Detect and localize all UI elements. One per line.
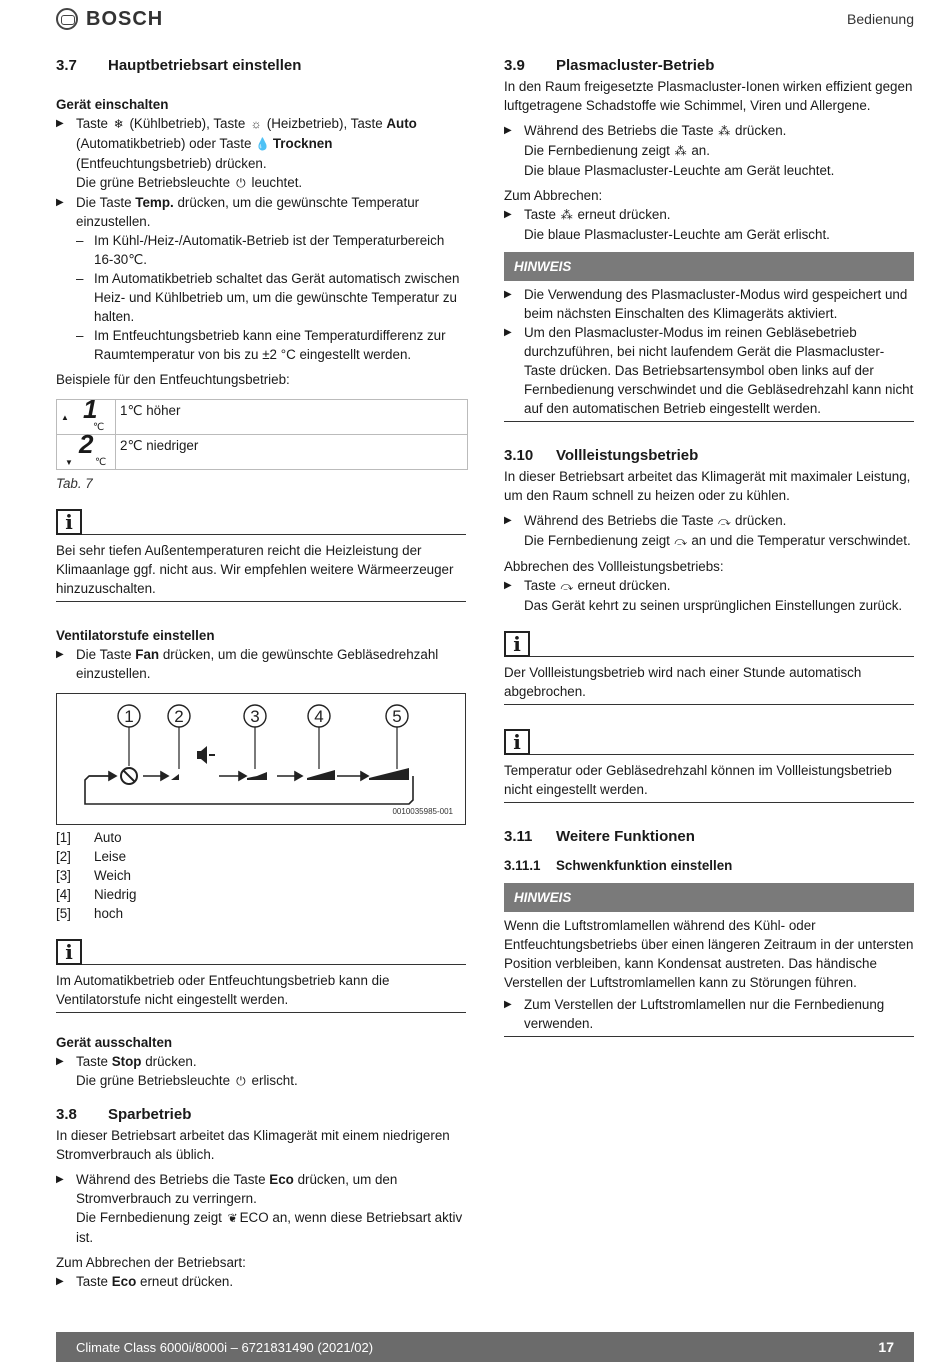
info-note <box>504 629 914 705</box>
eco-label: ECO <box>239 1210 269 1225</box>
bosch-logo <box>56 8 163 30</box>
hinweis-item: ▶ Zum Verstellen der Luftstromlamellen nur die Fernbedienung verwenden. <box>504 995 914 1033</box>
svg-text:3: 3 <box>250 707 260 726</box>
subheading-geraet-einschalten: Gerät einschalten <box>56 97 169 112</box>
info-note <box>56 507 466 602</box>
leaf-icon: ❦ <box>227 1211 238 1225</box>
svg-text:5: 5 <box>392 707 402 726</box>
bosch-armature-icon <box>56 8 78 30</box>
document-id: Climate Class 6000i/8000i – 6721831490 (2021/02) <box>76 1339 374 1355</box>
triangle-up-icon: ▲ <box>61 413 69 422</box>
plasmacluster-icon: ⁂ <box>718 124 731 138</box>
info-icon: i <box>56 509 82 535</box>
heading-3-10: 3.10 Vollleistungsbetrieb <box>504 447 699 464</box>
display-down <box>57 429 116 469</box>
hinweis-body <box>504 912 914 1037</box>
hinweis-body <box>504 281 914 422</box>
marker-3 <box>244 705 266 727</box>
dash-item: – Im Kühl-/Heiz-/Automatik-Betrieb ist der Temperaturbereich 16-30℃. <box>56 231 466 269</box>
marker-5 <box>386 705 408 727</box>
turbo-icon: ⤼ <box>674 534 688 548</box>
paragraph-plasmacluster: In den Raum freigesetzte Plasmacluster-Ionen wirken effizient gegen luftgetragene Schadstoffe wie Schimmel, Viren und Allergene. <box>504 79 913 113</box>
figure-ref: 0010035985-001 <box>392 807 453 816</box>
note-text: Im Automatikbetrieb oder Entfeuchtungsbetrieb kann die Ventilatorstufe nicht eingestellt werden. <box>56 965 466 1013</box>
note-text: Der Vollleistungsbetrieb wird nach einer Stunde automatisch abgebrochen. <box>504 657 914 705</box>
marker-4 <box>308 705 330 727</box>
step-plasmacluster-cancel: ▶ Taste ⁂ erneut drücken. Die blaue Plasmacluster-Leuchte am Gerät erlischt. <box>504 205 914 244</box>
section-header: Bedienung <box>847 11 914 27</box>
level-1-bars <box>171 774 179 780</box>
example-text: 1℃ höher <box>120 403 181 418</box>
figure-legend <box>56 828 466 923</box>
level-4-bars <box>369 768 409 780</box>
snowflake-icon: ❄ <box>113 117 124 131</box>
hinweis-header: HINWEIS <box>504 252 914 281</box>
heading-3-11: 3.11 Weitere Funktionen <box>504 828 695 845</box>
paragraph-abbrechen: Zum Abbrechen: <box>504 188 603 203</box>
drop-icon: 💧 <box>255 137 271 151</box>
plasmacluster-icon: ⁂ <box>674 144 687 158</box>
step-vollleistung: ▶ Während des Betriebs die Taste ⤼ drücken. Die Fernbedienung zeigt ⤼ an und die Temperatur verschwindet. <box>504 511 914 551</box>
triangle-down-icon: ▼ <box>65 458 73 467</box>
example-text: 2℃ niedriger <box>120 438 199 453</box>
subheading-ventilatorstufe: Ventilatorstufe einstellen <box>56 628 215 643</box>
auto-fan-icon <box>121 768 137 784</box>
hinweis-text: Wenn die Luftstromlamellen während des Kühl- oder Entfeuchtungsbetriebs über einen längeren Zeitraum in der untersten Position verbleiben, kann Kondensat austreten. Das händische Verstellen der Luftstromlamellen kann zu Störungen führen. <box>504 918 914 990</box>
info-icon: i <box>504 631 530 657</box>
power-icon: ⏻ <box>236 1074 246 1088</box>
note-text: Temperatur oder Gebläsedrehzahl können im Vollleistungsbetrieb nicht eingestellt werden. <box>504 755 914 803</box>
right-column <box>504 56 914 1037</box>
table-row <box>57 429 467 469</box>
brand-name: BOSCH <box>86 7 164 30</box>
heading-3-11-1: 3.11.1 Schwenkfunktion einstellen <box>504 858 733 873</box>
speaker-icon <box>197 746 215 764</box>
step-vollleistung-cancel: ▶ Taste ⤼ erneut drücken. Das Gerät kehrt zu seinen ursprünglichen Einstellungen zurück. <box>504 576 914 615</box>
paragraph-abbrechen: Zum Abbrechen der Betriebsart: <box>56 1255 246 1270</box>
left-column <box>56 56 466 1291</box>
turbo-icon: ⤼ <box>717 514 731 528</box>
hinweis-header: HINWEIS <box>504 883 914 912</box>
step-einschalten: ▶ Taste ❄ (Kühlbetrieb), Taste ☼ (Heizbetrieb), Taste Auto (Automatikbetrieb) oder Taste 💧 Trocknen (Entfeuchtungsbetrieb) drücken. Die grüne Betriebsleuchte ⏻ leuchtet. <box>56 114 466 193</box>
table-row <box>57 394 467 435</box>
page-number: 17 <box>878 1338 894 1355</box>
level-2-bars <box>247 772 267 780</box>
info-icon: i <box>56 939 82 965</box>
dash-item: – Im Automatikbetrieb schaltet das Gerät automatisch zwischen Heiz- und Kühlbetrieb um, um die gewünschte Temperatur zu halten. <box>56 269 466 326</box>
step-fan: ▶ Die Taste Fan drücken, um die gewünschte Gebläsedrehzahl einzustellen. <box>56 645 466 683</box>
hinweis-item: ▶ Um den Plasmacluster-Modus im reinen Gebläsebetrieb durchzuführen, bei nicht laufendem Gerät die Plasmacluster-Taste drücken. Das Betriebsartensymbol oben links auf der Fernbedienung verschwindet und die Gebläsedrehzahl kann nicht auf den automatischen Betrieb eingestellt werden. <box>504 323 914 418</box>
paragraph-beispiele: Beispiele für den Entfeuchtungsbetrieb: <box>56 372 290 387</box>
celsius-unit: ℃ <box>95 457 107 468</box>
step-temperatur: ▶ Die Taste Temp. drücken, um die gewünschte Temperatur einzustellen. – Im Kühl-/Heiz-/Automatik-Betrieb ist der Temperaturbereich 16-30℃. – Im Automatikbetrieb schaltet das Gerät automatisch zwischen Heiz- und Kühlbetrieb um, um die gewünschte Temperatur zu halten. – Im Entfeuchtungsbetrieb kann eine Temperaturdifferenz zur Raumtemperatur von bis zu ±2 °C eingestellt werden. <box>56 193 466 364</box>
note-text: Bei sehr tiefen Außentemperaturen reicht die Heizleistung der Klimaanlage ggf. nicht aus. Wir empfehlen weitere Wärmeerzeuger hinzuzuschalten. <box>56 535 466 602</box>
info-note <box>504 727 914 803</box>
legend-row: [5] hoch <box>56 906 124 921</box>
heading-3-8: 3.8 Sparbetrieb <box>56 1106 192 1123</box>
celsius-unit: ℃ <box>93 422 105 433</box>
step-eco: ▶ Während des Betriebs die Taste Eco drücken, um den Stromverbrauch zu verringern. Die Fernbedienung zeigt ❦ ECO an, wenn diese Betriebsart aktiv ist. <box>56 1170 466 1247</box>
marker-2 <box>168 705 190 727</box>
heading-3-7: 3.7 Hauptbetriebsart einstellen <box>56 57 302 74</box>
segment-digit: 1 <box>83 394 98 424</box>
step-eco-cancel: ▶ Taste Eco erneut drücken. <box>56 1272 466 1291</box>
heading-3-9: 3.9 Plasmacluster-Betrieb <box>504 57 715 74</box>
power-icon: ⏻ <box>236 176 246 190</box>
hinweis-item: ▶ Die Verwendung des Plasmacluster-Modus wird gespeichert und beim nächsten Einschalten des Klimageräts aktiviert. <box>504 285 914 323</box>
plasmacluster-icon: ⁂ <box>560 208 573 222</box>
svg-text:2: 2 <box>174 707 184 726</box>
legend-row: [4] Niedrig <box>56 887 137 902</box>
legend-row: [2] Leise <box>56 849 127 864</box>
legend-row: [1] Auto <box>56 830 122 845</box>
segment-digit: 2 <box>79 429 94 459</box>
example-table <box>56 394 468 470</box>
step-plasmacluster: ▶ Während des Betriebs die Taste ⁂ drücken. Die Fernbedienung zeigt ⁂ an. Die blaue Plasmacluster-Leuchte am Gerät leuchtet. <box>504 121 914 180</box>
turbo-icon: ⤼ <box>560 579 574 593</box>
info-note <box>56 937 466 1013</box>
svg-text:1: 1 <box>124 707 134 726</box>
marker-1 <box>118 705 140 727</box>
step-ausschalten: ▶ Taste Stop drücken. Die grüne Betriebsleuchte ⏻ erlischt. <box>56 1052 466 1091</box>
sun-icon: ☼ <box>250 117 262 131</box>
svg-text:4: 4 <box>314 707 324 726</box>
table-caption: Tab. 7 <box>56 476 93 491</box>
legend-row: [3] Weich <box>56 868 131 883</box>
info-icon: i <box>504 729 530 755</box>
paragraph-vollleistung: In dieser Betriebsart arbeitet das Klimagerät mit maximaler Leistung, um den Raum schnell zu heizen oder zu kühlen. <box>504 469 911 503</box>
fan-speed-diagram <box>57 694 465 824</box>
dash-item: – Im Entfeuchtungsbetrieb kann eine Temperaturdifferenz zur Raumtemperatur von bis zu ±2 °C eingestellt werden. <box>56 326 466 364</box>
fan-speed-figure <box>56 693 466 825</box>
page-footer <box>56 1332 914 1362</box>
subheading-geraet-ausschalten: Gerät ausschalten <box>56 1035 173 1050</box>
paragraph-abbrechen: Abbrechen des Vollleistungsbetriebs: <box>504 559 724 574</box>
paragraph-sparbetrieb: In dieser Betriebsart arbeitet das Klimagerät mit einem niedrigeren Stromverbrauch als üblich. <box>56 1128 450 1162</box>
level-3-bars <box>307 770 335 780</box>
